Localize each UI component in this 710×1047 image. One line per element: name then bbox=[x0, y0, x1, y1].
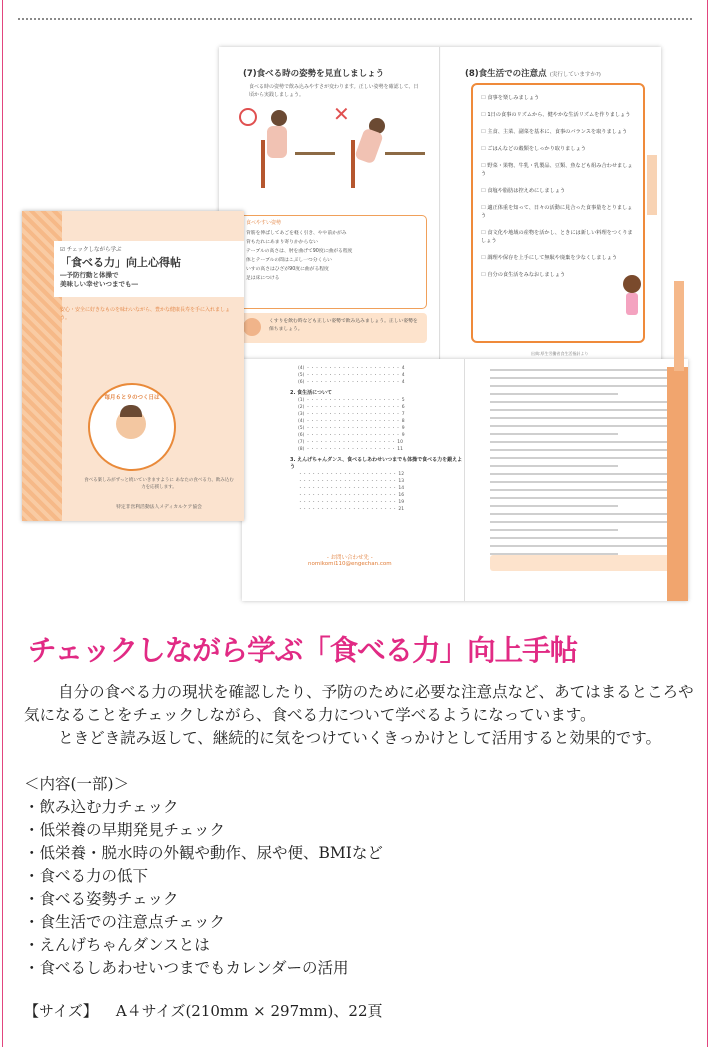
diet-check-item: ☐ 食文化や地域の産物を活かし、ときには新しい料理をつくりましょう bbox=[473, 229, 643, 245]
intro-callout bbox=[490, 555, 672, 571]
diet-check-item: ☐ 調理や保存を上手にして無駄や廃棄を少なくしましょう bbox=[473, 254, 643, 262]
diet-page-title-sub: (実行していますか?) bbox=[549, 72, 601, 78]
nurse-avatar-icon bbox=[243, 318, 261, 336]
posture-note-text: くすりを飲む時なども正しい姿勢で飲み込みましょう。正しい姿勢を保ちましょう。 bbox=[269, 319, 418, 332]
contents-item: ・食べる姿勢チェック bbox=[24, 890, 179, 908]
page-side-tab bbox=[674, 281, 684, 371]
size-value: A４サイズ(210mm × 297mm)、22頁 bbox=[115, 1002, 383, 1020]
right-border-line bbox=[707, 0, 708, 1047]
top-dotted-divider bbox=[18, 18, 692, 20]
contents-item: ・飲み込む力チェック bbox=[24, 798, 179, 816]
cover-subtitle bbox=[60, 271, 138, 289]
posture-tips-heading: 食べやすい姿勢 bbox=[246, 220, 282, 226]
diet-page-title-text: (8)食生活での注意点 bbox=[465, 69, 547, 79]
contents-heading: ＜内容(一部)＞ bbox=[24, 775, 130, 793]
booklet-cover bbox=[22, 211, 244, 521]
product-photo bbox=[22, 45, 688, 605]
contents-item: ・食べるしあわせいつまでもカレンダーの活用 bbox=[24, 959, 349, 977]
page-title: チェックしながら学ぶ「食べる力」向上手帖 bbox=[28, 634, 578, 667]
posture-tip: 背もたれにあまり寄りかからない bbox=[246, 240, 318, 245]
left-border-line bbox=[2, 0, 3, 1047]
contents-item: ・低栄養・脱水時の外観や動作、尿や便、BMIなど bbox=[24, 844, 383, 862]
correct-mark-icon bbox=[239, 108, 257, 126]
cover-title: 「食べる力」向上心得帖 bbox=[60, 256, 181, 269]
posture-page bbox=[219, 47, 440, 367]
diet-check-item: ☐ ごはんなどの穀類をしっかり取りましょう bbox=[473, 145, 643, 153]
posture-illustrations bbox=[233, 102, 429, 212]
posture-page-intro: 食べる時の姿勢で飲み込みやすさが変わります。正しい姿勢を確認して、日頃から実践しましょう。 bbox=[249, 84, 419, 98]
contents-item: ・低栄養の早期発見チェック bbox=[24, 821, 226, 839]
toc-section-2: 2. 食生活について bbox=[290, 390, 333, 396]
description-paragraph: ときどき読み返して、継続的に気をつけていくきっかけとして活用すると効果的です。 bbox=[58, 729, 662, 747]
posture-note bbox=[237, 313, 427, 343]
size-label: 【サイズ】 bbox=[24, 1002, 98, 1020]
diet-checklist-page bbox=[441, 47, 661, 367]
diet-check-item: ☐ 適正体重を知って、日々の活動に見合った食事量をとりましょう bbox=[473, 204, 643, 220]
posture-tip: 背筋を伸ばしてあごを軽く引き、やや前かがみ bbox=[246, 231, 347, 236]
incorrect-mark-icon: ✕ bbox=[333, 102, 350, 126]
contents-list bbox=[24, 773, 383, 980]
cover-organization: 特定非営利活動法人メディカルケア協会 bbox=[116, 505, 202, 510]
diet-checklist-box bbox=[471, 83, 645, 343]
girl-illustration bbox=[623, 275, 641, 319]
description bbox=[24, 681, 696, 750]
diet-check-item: ☐ 食事を楽しみましょう bbox=[473, 94, 643, 102]
table-of-contents-page: (4) ・・・・・・・・・・・・・・・・・・・・・ 4 (5) ・・・・・・・・・・・・・・・・・・・・・ 4 (6) ・・・・・・・・・・・・・・・・・・・・・ 4 2. 食生活について (1) ・・・・・・・・・・・・・・・・・・・・・ 5 (2) ・・・・・・・・・・・・・・・・・・・・・ 6 (3) ・・・・・・・・・・・・・・・・・・・・・ 7 (4) ・・・・・・・・・・・・・・・・・・・・・ 8 (5) ・・・・・・・・・・・・・・・・・・・・・ 9 (6) ・・・・・・・・・・・・・・・・・・・・・ 9 (7) ・・・・・・・・・・・・・・・・・・・・ 10 (8) ・・・・・・・・・・・・・・・・・・・・ 11 3. えんげちゃんダンス、食べるしあわせいつまでも体操で食べる力を鍛えよう ・・・・・・・・・・・・・・・・・・・・・・ 12 ・・・・・・・・・・・・・・・・・・・・・・ 13 ・・・・・・・・・・・・・・・・・・・・・・ 14 ・・・・・・・・・・・・・・・・・・・・・・ 16 ・・・・・・・・・・・・・・・・・・・・・・ 19 ・・・・・・・・・・・・・・・・・・・・・・ 21 - お問い合わせ先 - nomikomi110@engechan.com bbox=[242, 359, 465, 601]
booklet-spread-bottom bbox=[242, 359, 688, 601]
page-side-tab bbox=[647, 155, 657, 215]
contents-item: ・食生活での注意点チェック bbox=[24, 913, 226, 931]
girl-face-icon bbox=[116, 409, 146, 439]
toc-section-3: 3. えんげちゃんダンス、食べるしあわせいつまでも体操で食べる力を鍛えよう bbox=[290, 457, 463, 470]
contact-label: - お問い合わせ先 - bbox=[326, 555, 373, 561]
cover-subtitle-line: ―予防行動と体操で bbox=[60, 271, 119, 279]
posture-tip: いすの高さはひざが90度に曲がる程度 bbox=[246, 267, 329, 272]
intro-text-page bbox=[466, 359, 688, 601]
contents-item: ・えんげちゃんダンスとは bbox=[24, 936, 210, 954]
cover-kicker: ☑ チェックしながら学ぶ bbox=[60, 247, 122, 253]
posture-tip: 体とテーブルの間はこぶし一つ分くらい bbox=[246, 258, 332, 263]
posture-tip: テーブルの高さは、肘を曲げて90度に曲がる程度 bbox=[246, 249, 353, 254]
diet-check-item: ☐ 主食、主菜、副菜を基本に、食事のバランスを取りましょう bbox=[473, 128, 643, 136]
contact-email: nomikomi110@engechan.com bbox=[308, 561, 392, 567]
diet-check-item: ☐ 食塩や脂肪は控えめにしましょう bbox=[473, 187, 643, 195]
diet-check-item: ☐ 自分の食生活をみなおしましょう bbox=[473, 271, 643, 279]
cover-badge bbox=[88, 383, 176, 471]
contents-item: ・食べる力の低下 bbox=[24, 867, 149, 885]
diet-check-item: ☐ 野菜・果物、牛乳・乳製品、豆類、魚なども組み合わせましょう bbox=[473, 162, 643, 178]
cover-subtitle-line: 美味しい幸せいつまでも― bbox=[60, 280, 138, 288]
cover-kicker-text: チェックしながら学ぶ bbox=[66, 247, 122, 253]
posture-tips-box bbox=[239, 215, 427, 309]
description-paragraph: 自分の食べる力の現状を確認したり、予防のために必要な注意点など、あてはまるところや気になることをチェックしながら、食べる力について学べるようになっています。 bbox=[24, 683, 694, 724]
posture-page-title: (7)食べる時の姿勢を見直しましょう bbox=[243, 69, 385, 79]
cover-lead: 安心・安全に好きなものを味わいながら、豊かな健康長寿を手に入れましょう。 bbox=[60, 307, 231, 321]
posture-tip: 足は床につける bbox=[246, 276, 280, 281]
page-edge-strip bbox=[667, 367, 688, 601]
size-info bbox=[24, 1000, 383, 1021]
diet-page-source: 出典:厚生労働省食生活指針より bbox=[531, 351, 589, 356]
diet-check-item: ☐ 1日の食事のリズムから、健やかな生活リズムを作りましょう bbox=[473, 111, 643, 119]
booklet-spread-top bbox=[219, 47, 661, 367]
cover-bottom-text: 食べる楽しみがずっと続いていきますように あなたの食べる力、飲み込む力を応援します。 bbox=[84, 478, 234, 490]
cover-badge-text: 毎月６と９のつく日は bbox=[104, 395, 160, 401]
diet-page-title bbox=[441, 47, 661, 79]
toc-contact bbox=[308, 553, 392, 567]
